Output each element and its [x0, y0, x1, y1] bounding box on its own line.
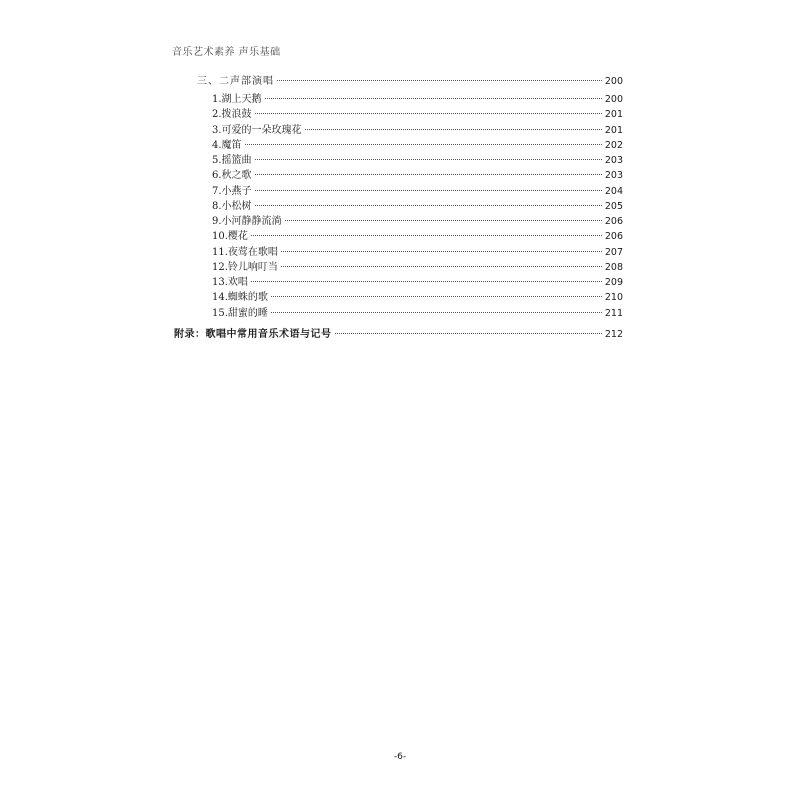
toc-entry-page: 210: [604, 292, 623, 304]
dot-leader: [255, 195, 602, 206]
dot-leader: [285, 210, 602, 221]
dot-leader: [245, 134, 602, 145]
dot-leader: [265, 88, 602, 99]
toc-entry-label: 10.樱花: [212, 231, 248, 243]
toc-entry-page: 207: [604, 246, 623, 258]
toc-entry-label: 14.蜘蛛的歌: [212, 292, 268, 304]
toc-entry-label: 3.可爱的一朵玫瑰花: [212, 124, 302, 136]
toc-entry-page: 206: [604, 231, 623, 243]
toc-entry-page: 201: [604, 109, 623, 121]
toc-entry-page: 209: [604, 277, 623, 288]
toc-entry-page: 204: [604, 185, 623, 197]
dot-leader: [255, 180, 602, 191]
toc-entry-page: 200: [604, 94, 623, 105]
toc-entry-row[interactable]: [212, 305, 623, 321]
toc-entry-page: 203: [604, 170, 623, 182]
dot-leader: [255, 164, 602, 175]
dot-leader: [281, 241, 602, 252]
dot-leader: [335, 323, 602, 334]
dot-leader: [251, 271, 602, 282]
toc-entry-label: 15.甜蜜的睡: [212, 307, 268, 319]
toc-entry-page: 201: [604, 124, 623, 136]
toc-entry-label: 6.秋之歌: [212, 170, 252, 182]
dot-leader: [255, 149, 602, 160]
toc-entry-label: 1.湖上天鹅: [212, 94, 262, 105]
dot-leader: [305, 119, 602, 130]
toc-entry-label: 2.拨浪鼓: [212, 109, 252, 121]
toc-appendix-row[interactable]: [174, 326, 623, 342]
toc-entry-label: 12.铃儿响叮当: [212, 261, 278, 273]
toc-entry-page: 202: [604, 139, 623, 151]
toc-entry-page: 203: [604, 155, 623, 166]
toc-entry-label: 11.夜莺在歌唱: [212, 246, 278, 258]
dot-leader: [255, 103, 602, 114]
toc-entry-label: 8.小松树: [212, 200, 252, 212]
toc-entry-page: 206: [604, 216, 623, 227]
running-header: 音乐艺术素养 声乐基础: [172, 47, 281, 58]
toc-entry-label: 5.摇篮曲: [212, 155, 252, 166]
toc-entry-label: 4.魔笛: [212, 139, 242, 151]
dot-leader: [271, 286, 602, 297]
dot-leader: [251, 225, 602, 236]
toc-entry-label: 7.小燕子: [212, 185, 252, 197]
toc-section-row[interactable]: [197, 73, 623, 89]
toc-entry-page: 208: [604, 261, 623, 273]
toc-section-label: 三、二声部演唱: [197, 76, 274, 87]
page-number: -6-: [393, 752, 407, 762]
toc-appendix-label: 附录：歌唱中常用音乐术语与记号: [174, 329, 332, 340]
dot-leader: [281, 256, 602, 267]
toc-entry-label: 13.欢唱: [212, 277, 248, 288]
toc-entry-label: 9.小河静静流淌: [212, 216, 282, 227]
toc-appendix-page: 212: [604, 329, 623, 340]
toc-entry-page: 205: [604, 200, 623, 212]
dot-leader: [277, 70, 602, 81]
toc-entry-page: 211: [604, 307, 623, 319]
toc-section-page: 200: [604, 76, 623, 87]
dot-leader: [271, 302, 602, 313]
